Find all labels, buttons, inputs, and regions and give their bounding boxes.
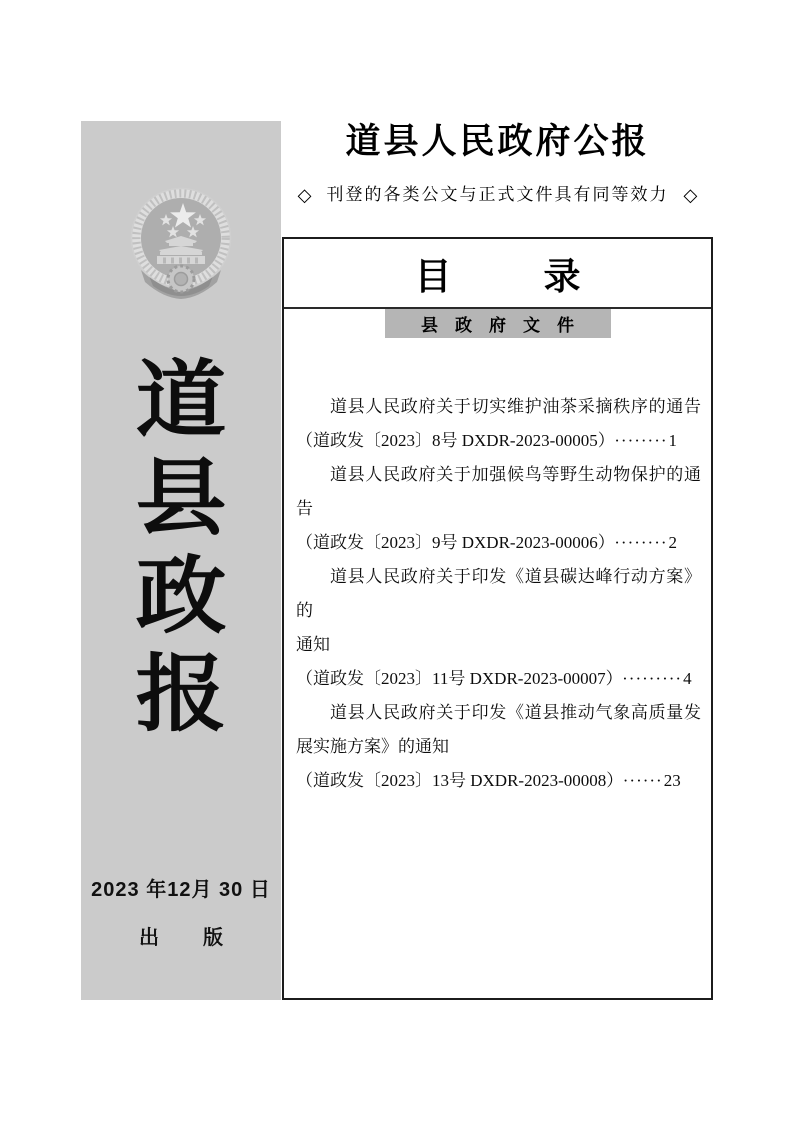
toc-entry bbox=[296, 560, 701, 696]
toc-entry bbox=[296, 458, 701, 560]
toc-entry-ref bbox=[296, 662, 701, 696]
diamond-icon: ◇ bbox=[297, 185, 312, 205]
toc-page-number: 4 bbox=[683, 669, 692, 688]
journal-title-char: 政 bbox=[135, 551, 227, 644]
toc-entry-docno: （道政发〔2023〕9号 DXDR-2023-00006） bbox=[296, 533, 607, 552]
toc-entry-docno: （道政发〔2023〕13号 DXDR-2023-00008） bbox=[296, 771, 615, 790]
toc-entry-title-cont: 展实施方案》的通知 bbox=[296, 737, 449, 756]
toc-entry-title-cont: 通知 bbox=[296, 635, 330, 654]
toc-entry-list bbox=[284, 338, 711, 798]
toc-entry-title: 道县人民政府关于印发《道县推动气象高质量发 bbox=[330, 703, 701, 722]
toc-entry-docno: （道政发〔2023〕11号 DXDR-2023-00007） bbox=[296, 669, 615, 688]
toc-page-number: 1 bbox=[668, 431, 678, 450]
toc-entry-ref bbox=[296, 526, 701, 560]
toc-dot-leader: ······ bbox=[622, 771, 663, 790]
masthead-motto bbox=[282, 184, 713, 206]
toc-section-label: 县 政 府 文 件 bbox=[421, 316, 574, 335]
publish-label-char: 版 bbox=[203, 927, 223, 949]
gazette-title: 道县人民政府公报 bbox=[345, 122, 650, 161]
toc-page-number: 23 bbox=[663, 771, 681, 790]
journal-title-vertical bbox=[81, 353, 281, 745]
toc-dot-leader: ········ bbox=[614, 431, 668, 450]
publish-date: 2023 年12月 30 日 bbox=[91, 879, 271, 901]
publish-label bbox=[81, 926, 281, 950]
journal-title-char: 县 bbox=[135, 453, 227, 546]
motto-text: 刊登的各类公文与正式文件具有同等效力 bbox=[326, 185, 669, 204]
toc-section-bar bbox=[385, 309, 611, 338]
diamond-icon: ◇ bbox=[683, 185, 698, 205]
toc-entry-ref bbox=[296, 424, 701, 458]
toc-entry-title: 道县人民政府关于印发《道县碳达峰行动方案》的 bbox=[296, 567, 701, 620]
journal-title-char: 报 bbox=[135, 649, 227, 742]
toc-header-char: 录 bbox=[543, 257, 581, 298]
toc-entry-title: 道县人民政府关于切实维护油茶采摘秩序的通告 bbox=[330, 397, 701, 416]
national-emblem-icon bbox=[129, 184, 233, 306]
toc-box bbox=[282, 237, 713, 1000]
toc-entry-title: 道县人民政府关于加强候鸟等野生动物保护的通告 bbox=[296, 465, 701, 518]
toc-header-char: 目 bbox=[414, 257, 452, 298]
toc-entry bbox=[296, 696, 701, 798]
toc-dot-leader: ········ bbox=[614, 533, 668, 552]
journal-title-char: 道 bbox=[135, 355, 227, 448]
sidebar bbox=[81, 121, 281, 1000]
toc-entry bbox=[296, 390, 701, 458]
toc-entry-ref bbox=[296, 764, 701, 798]
toc-entry-docno: （道政发〔2023〕8号 DXDR-2023-00005） bbox=[296, 431, 607, 450]
publish-label-char: 出 bbox=[139, 927, 159, 949]
toc-page-number: 2 bbox=[668, 533, 678, 552]
toc-dot-leader: ········· bbox=[622, 669, 683, 688]
toc-header bbox=[284, 239, 711, 309]
